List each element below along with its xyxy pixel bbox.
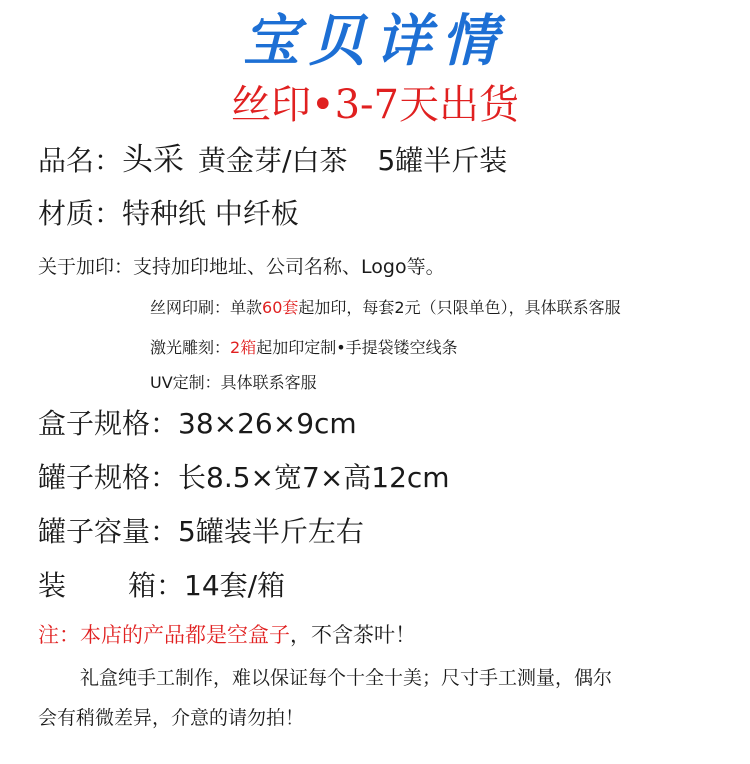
can-size-label: 罐子规格： — [38, 461, 179, 494]
silk-screen-prefix: 单款 — [230, 298, 263, 317]
uv-value: 具体联系客服 — [220, 373, 317, 392]
can-size-value: 长8.5×宽7×高12cm — [178, 461, 450, 494]
material-label: 材质： — [38, 197, 123, 230]
carton-label-b: 箱： — [128, 569, 185, 602]
box-size-label: 盒子规格： — [38, 407, 179, 440]
carton-row — [38, 568, 285, 604]
notice-row — [38, 620, 416, 650]
can-capacity-label: 罐子容量： — [38, 515, 179, 548]
laser-min-qty: 2箱 — [230, 338, 257, 357]
uv-row — [150, 371, 317, 395]
silk-screen-suffix: 起加印，每套2元（只限单色），具体联系客服 — [298, 298, 621, 317]
product-tea: 黄金芽/白茶 — [198, 144, 348, 177]
laser-suffix: 起加印定制•手提袋镂空线条 — [256, 338, 458, 357]
material-row — [38, 196, 299, 232]
page-subtitle: 丝印•3-7天出货 — [230, 82, 519, 128]
silk-screen-row — [150, 296, 621, 320]
disclaimer-line-2: 会有稍微差异，介意的请勿拍！ — [38, 707, 305, 729]
disclaimer-line-1: 礼盒纯手工制作，难以保证每个十全十美；尺寸手工测量，偶尔 — [80, 667, 613, 689]
silk-screen-min-qty: 60套 — [262, 298, 299, 317]
printing-value: 支持加印地址、公司名称、Logo等。 — [133, 256, 445, 278]
material-value: 特种纸 中纤板 — [122, 197, 299, 230]
laser-label: 激光雕刻： — [150, 338, 231, 357]
notice-red-text: 本店的产品都是空盒子 — [80, 623, 290, 647]
notice-black-text: ，不含茶叶！ — [290, 623, 416, 647]
printing-label: 关于加印： — [38, 256, 134, 278]
carton-label-a: 装 — [38, 569, 67, 602]
product-spec: 5罐半斤装 — [377, 144, 508, 177]
notice-prefix: 注： — [38, 623, 80, 647]
box-size-row — [38, 406, 357, 442]
printing-row — [38, 253, 445, 281]
can-capacity-value: 5罐装半斤左右 — [178, 515, 364, 548]
product-brand: 头采 — [122, 142, 185, 178]
carton-value: 14套/箱 — [184, 569, 286, 602]
silk-screen-label: 丝网印刷： — [150, 298, 231, 317]
can-capacity-row — [38, 514, 364, 550]
box-size-value: 38×26×9cm — [178, 407, 357, 440]
can-size-row — [38, 460, 450, 496]
uv-label: UV定制： — [150, 373, 221, 392]
product-name-row — [38, 142, 507, 179]
laser-row — [150, 336, 458, 360]
product-name-label: 品名： — [38, 144, 123, 177]
page-title: 宝贝详情 — [243, 8, 507, 74]
